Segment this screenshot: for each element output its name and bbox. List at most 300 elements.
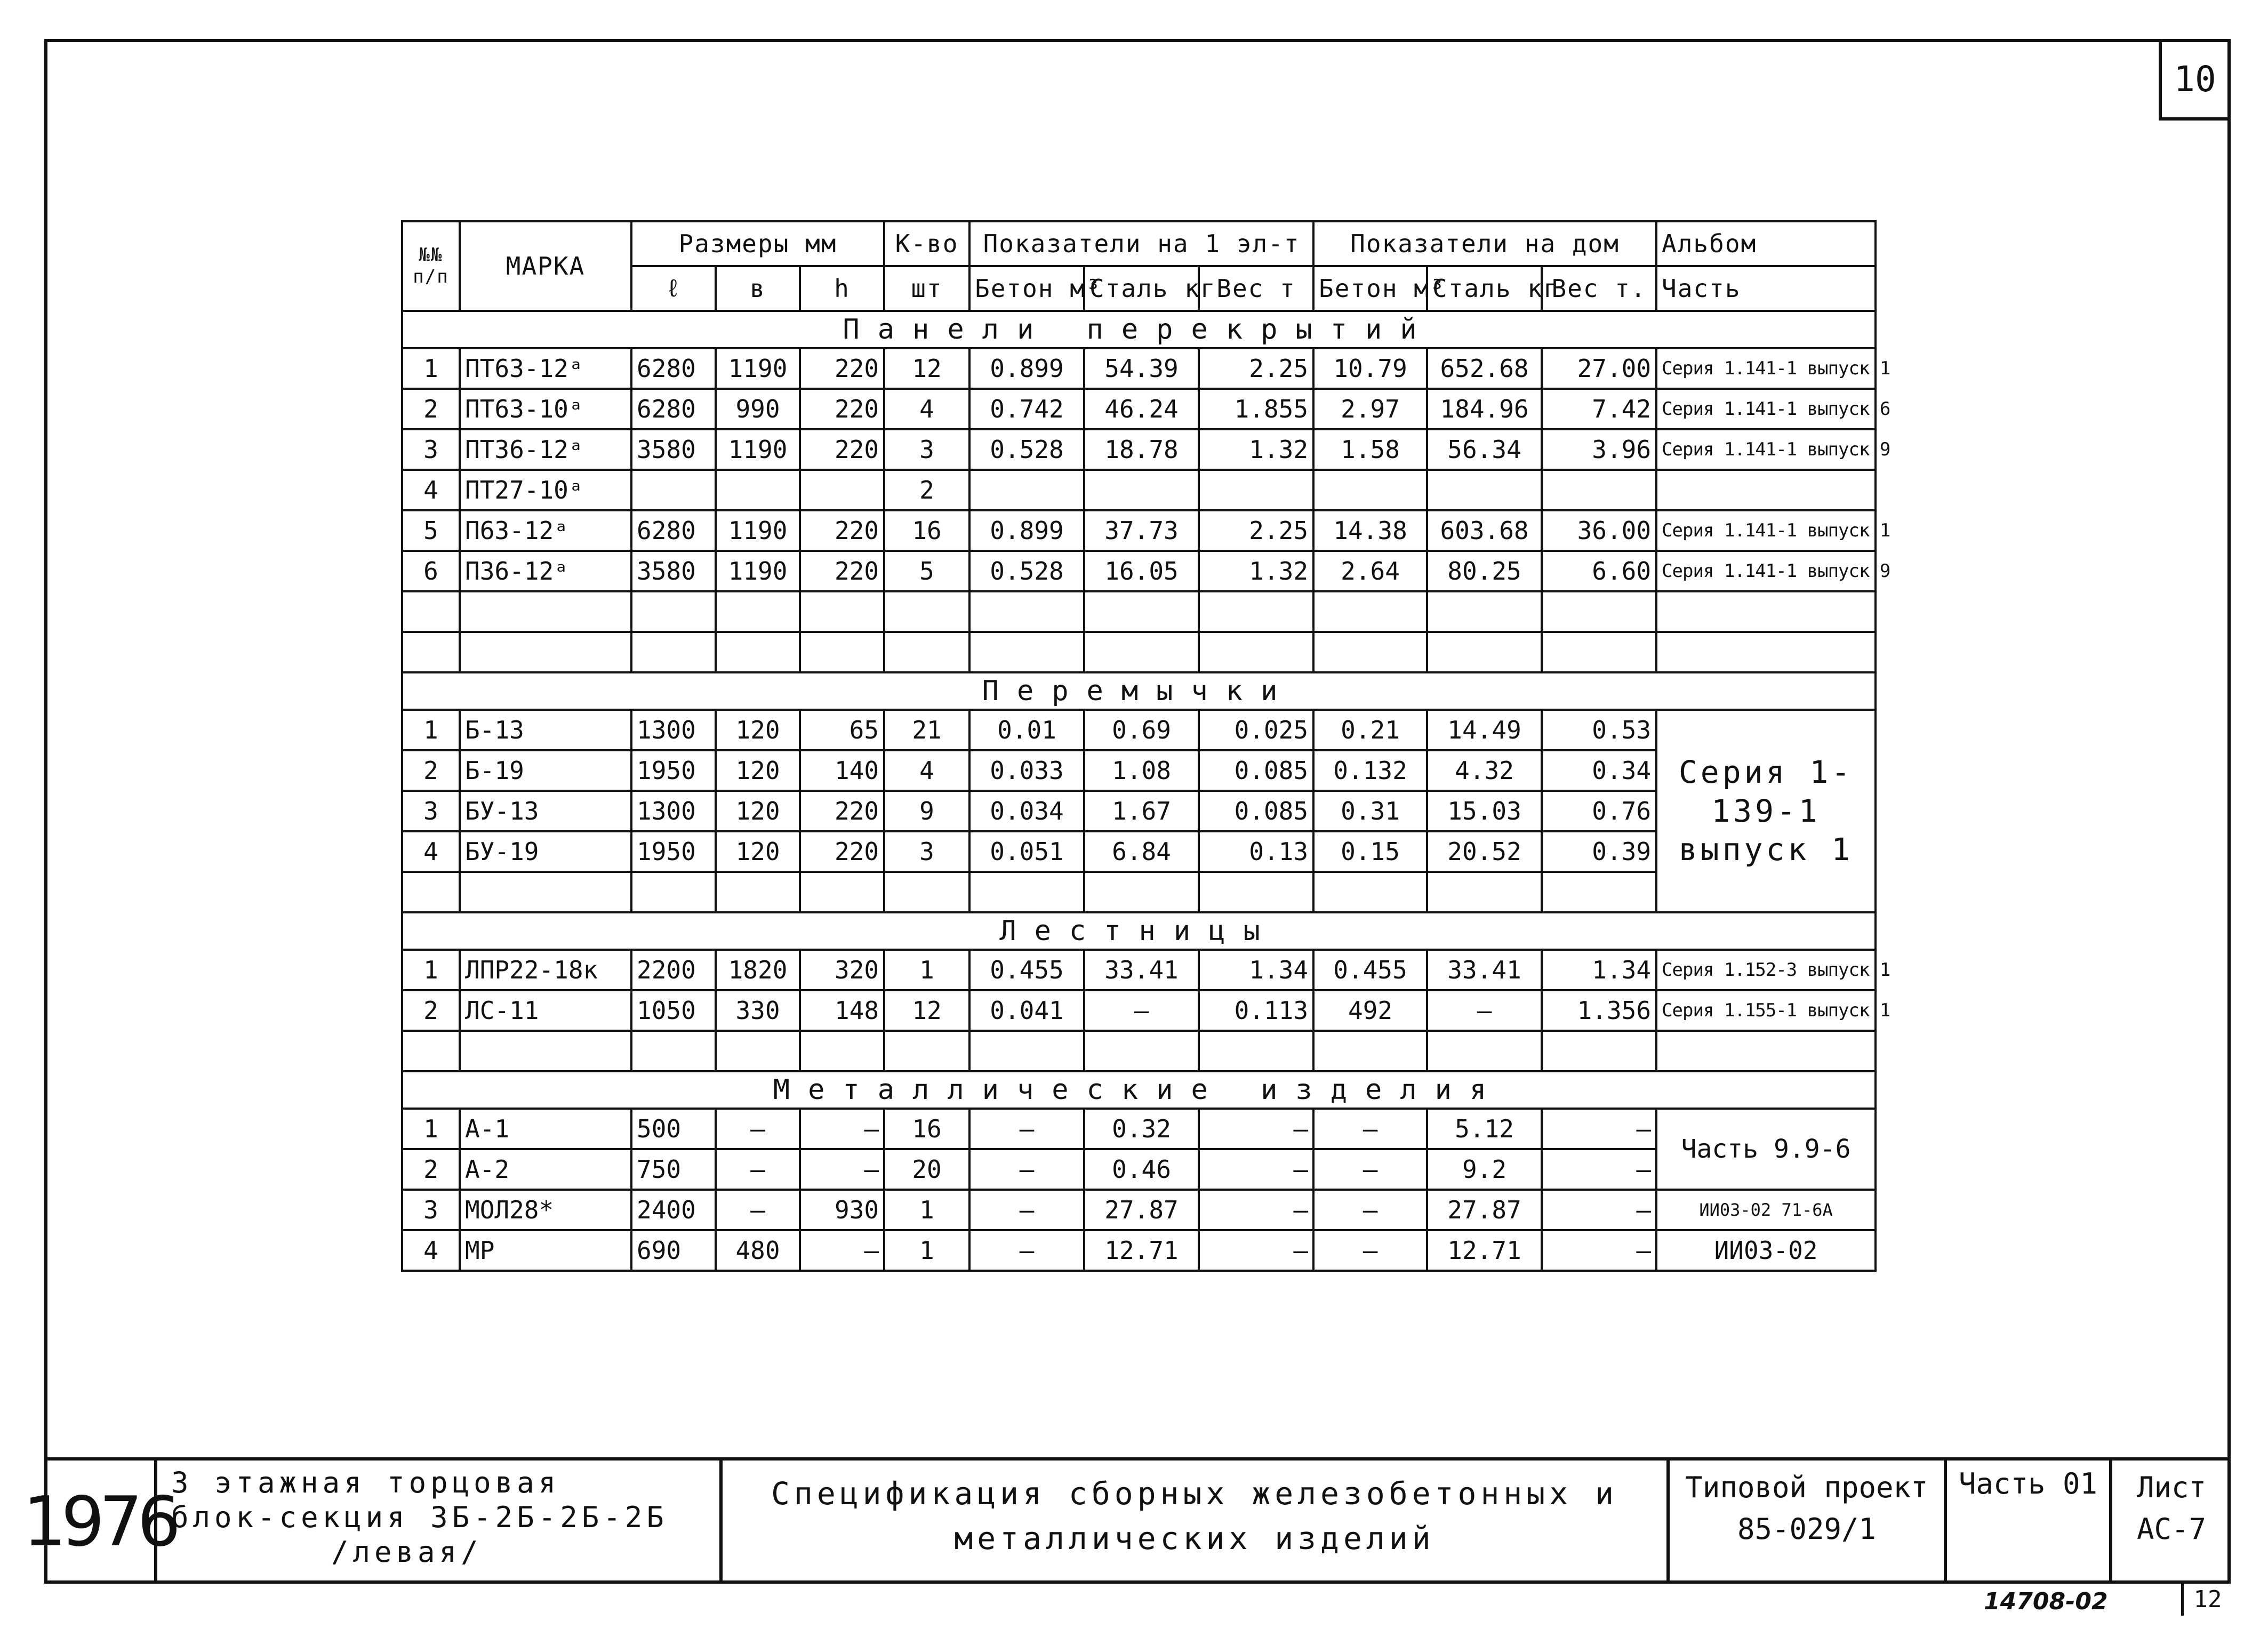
cell-s1: 18.78: [1084, 429, 1199, 470]
cell-c2: 2.64: [1313, 551, 1427, 591]
metal-album-r3: ИИ03-02 71-6А: [1656, 1190, 1876, 1230]
blank-cell: [884, 591, 969, 632]
cell-w2: 7.42: [1542, 389, 1656, 429]
blank-cell: [1084, 632, 1199, 672]
cell-c2: 492: [1313, 990, 1427, 1031]
blank-cell: [1199, 632, 1313, 672]
cell-s2: 652.68: [1427, 348, 1542, 389]
blank-cell: [1427, 1031, 1542, 1071]
cell-c1: 0.041: [969, 990, 1084, 1031]
cell-n: 1: [402, 710, 460, 750]
cell-h: 220: [800, 348, 884, 389]
blank-cell: [402, 1031, 460, 1071]
cell-w2: —: [1542, 1190, 1656, 1230]
cell-q: 3: [884, 429, 969, 470]
cell-b: 1190: [716, 429, 800, 470]
cell-c2: —: [1313, 1190, 1427, 1230]
blank-cell: [969, 591, 1084, 632]
title-block-project: [1670, 1461, 1947, 1584]
blank-cell: [800, 1031, 884, 1071]
name-line-2: блок-секция 3Б-2Б-2Б-2Б: [171, 1500, 668, 1534]
cell-mark: МР: [460, 1230, 631, 1271]
blank-cell: [1084, 872, 1199, 912]
blank-cell: [884, 1031, 969, 1071]
cell-w2: 3.96: [1542, 429, 1656, 470]
table-row: [402, 348, 1876, 389]
blank-cell: [1542, 632, 1656, 672]
blank-cell: [460, 632, 631, 672]
cell-q: 12: [884, 990, 969, 1031]
blank-cell: [402, 872, 460, 912]
cell-mark: П63-12ᵃ: [460, 510, 631, 551]
blank-cell: [1084, 591, 1199, 632]
sheet-code: АС-7: [2136, 1512, 2207, 1546]
cell-b: 480: [716, 1230, 800, 1271]
cell-q: 4: [884, 389, 969, 429]
cell-s1: 37.73: [1084, 510, 1199, 551]
cell-h: 140: [800, 750, 884, 791]
blank-cell: [1313, 1031, 1427, 1071]
cell-b: 990: [716, 389, 800, 429]
concrete-house-header: Бетон м³: [1313, 266, 1427, 311]
cell-c1: 0.742: [969, 389, 1084, 429]
cell-n: 2: [402, 389, 460, 429]
mark-header: МАРКА: [460, 221, 631, 311]
title-line-2: металлических изделий: [954, 1520, 1435, 1557]
cell-l: 500: [631, 1109, 716, 1149]
cell-album: Серия 1.141-1 выпуск 1: [1656, 348, 1876, 389]
blank-cell: [969, 632, 1084, 672]
blank-cell: [1427, 632, 1542, 672]
sheet-label: Лист: [2136, 1471, 2207, 1504]
cell-w2: 0.39: [1542, 831, 1656, 872]
section-title: Панели перекрытий: [402, 311, 1876, 348]
cell-album: [1656, 470, 1876, 510]
cell-s1: 1.08: [1084, 750, 1199, 791]
project-code: 85-029/1: [1737, 1512, 1877, 1546]
cell-c2: 0.21: [1313, 710, 1427, 750]
cell-w2: 6.60: [1542, 551, 1656, 591]
cell-n: 4: [402, 470, 460, 510]
cell-mark: Б-13: [460, 710, 631, 750]
blank-cell: [460, 1031, 631, 1071]
section-title: Лестницы: [402, 912, 1876, 950]
title-block-part: Часть 01: [1947, 1461, 2112, 1584]
cell-c1: 0.034: [969, 791, 1084, 831]
header-row-1: [402, 221, 1876, 266]
table-row: [402, 551, 1876, 591]
table-row: [402, 389, 1876, 429]
cell-n: 3: [402, 791, 460, 831]
title-block-year: 1976: [44, 1461, 157, 1584]
cell-s2: 20.52: [1427, 831, 1542, 872]
cell-s1: 46.24: [1084, 389, 1199, 429]
blank-cell: [402, 591, 460, 632]
section-row: [402, 672, 1876, 710]
cell-q: 21: [884, 710, 969, 750]
cell-s2: 27.87: [1427, 1190, 1542, 1230]
cell-b: 1820: [716, 950, 800, 990]
blank-cell: [800, 591, 884, 632]
cell-s1: —: [1084, 990, 1199, 1031]
cell-l: 1050: [631, 990, 716, 1031]
cell-h: 930: [800, 1190, 884, 1230]
dim-h-header: h: [800, 266, 884, 311]
cell-l: 2200: [631, 950, 716, 990]
cell-s2: 56.34: [1427, 429, 1542, 470]
cell-n: 6: [402, 551, 460, 591]
blank-cell: [1427, 591, 1542, 632]
cell-c2: [1313, 470, 1427, 510]
cell-s1: 54.39: [1084, 348, 1199, 389]
table-row: [402, 1190, 1876, 1230]
blank-cell: [1313, 632, 1427, 672]
cell-s2: —: [1427, 990, 1542, 1031]
cell-l: 3580: [631, 551, 716, 591]
project-label: Типовой проект: [1685, 1471, 1928, 1504]
blank-cell: [631, 1031, 716, 1071]
cell-h: 220: [800, 510, 884, 551]
metal-album-part: Часть 9.9-6: [1656, 1109, 1876, 1190]
cell-q: 12: [884, 348, 969, 389]
dim-l-header: ℓ: [631, 266, 716, 311]
blank-cell: [884, 632, 969, 672]
cell-l: 1950: [631, 750, 716, 791]
blank-cell: [969, 1031, 1084, 1071]
cell-h: —: [800, 1230, 884, 1271]
cell-q: 2: [884, 470, 969, 510]
section-row: [402, 1071, 1876, 1109]
cell-w1: 0.085: [1199, 750, 1313, 791]
cell-h: 220: [800, 831, 884, 872]
cell-c2: 0.455: [1313, 950, 1427, 990]
cell-l: 1300: [631, 791, 716, 831]
lintels-album: Серия 1-139-1 выпуск 1: [1656, 710, 1876, 912]
cell-h: 320: [800, 950, 884, 990]
cell-album: Серия 1.141-1 выпуск 1: [1656, 510, 1876, 551]
table-row: [402, 510, 1876, 551]
cell-w2: 0.53: [1542, 710, 1656, 750]
table-row: [402, 990, 1876, 1031]
qty-header: К-во: [884, 221, 969, 266]
blank-cell: [716, 632, 800, 672]
cell-c2: —: [1313, 1109, 1427, 1149]
section-title: Металлические изделия: [402, 1071, 1876, 1109]
weight-header: Вес т: [1199, 266, 1313, 311]
blank-cell: [716, 591, 800, 632]
cell-s2: 80.25: [1427, 551, 1542, 591]
steel-header: Сталь кг: [1084, 266, 1199, 311]
cell-mark: ПТ36-12ᵃ: [460, 429, 631, 470]
cell-h: 220: [800, 389, 884, 429]
table-row: [402, 791, 1876, 831]
cell-w1: 1.32: [1199, 429, 1313, 470]
cell-n: 2: [402, 990, 460, 1031]
cell-w1: —: [1199, 1190, 1313, 1230]
blank-cell: [460, 872, 631, 912]
blank-cell: [969, 872, 1084, 912]
blank-cell: [402, 632, 460, 672]
cell-s1: 0.32: [1084, 1109, 1199, 1149]
cell-l: [631, 470, 716, 510]
cell-q: 3: [884, 831, 969, 872]
blank-cell: [631, 872, 716, 912]
cell-w2: 0.76: [1542, 791, 1656, 831]
cell-h: —: [800, 1149, 884, 1190]
cell-s2: 5.12: [1427, 1109, 1542, 1149]
cell-q: 1: [884, 1190, 969, 1230]
cell-w2: 0.34: [1542, 750, 1656, 791]
cell-c1: 0.528: [969, 429, 1084, 470]
cell-l: 3580: [631, 429, 716, 470]
cell-n: 4: [402, 1230, 460, 1271]
cell-q: 1: [884, 1230, 969, 1271]
cell-b: 1190: [716, 510, 800, 551]
dims-header: Размеры мм: [631, 221, 884, 266]
cell-w1: 0.13: [1199, 831, 1313, 872]
blank-cell: [800, 872, 884, 912]
cell-w1: 1.34: [1199, 950, 1313, 990]
cell-h: 220: [800, 429, 884, 470]
section-title: Перемычки: [402, 672, 1876, 710]
cell-c2: 0.15: [1313, 831, 1427, 872]
table-row: [402, 1149, 1876, 1190]
cell-mark: БУ-13: [460, 791, 631, 831]
section-row: [402, 311, 1876, 348]
blank-cell: [1542, 872, 1656, 912]
cell-q: 9: [884, 791, 969, 831]
name-line-1: 3 этажная торцовая: [171, 1466, 560, 1499]
cell-s2: 15.03: [1427, 791, 1542, 831]
cell-q: 16: [884, 1109, 969, 1149]
cell-n: 3: [402, 1190, 460, 1230]
cell-c1: 0.01: [969, 710, 1084, 750]
cell-c1: —: [969, 1230, 1084, 1271]
blank-row: [402, 591, 1876, 632]
cell-s1: 6.84: [1084, 831, 1199, 872]
cell-album: Серия 1.155-1 выпуск 1: [1656, 990, 1876, 1031]
section-row: [402, 912, 1876, 950]
cell-h: 220: [800, 551, 884, 591]
cell-n: 1: [402, 348, 460, 389]
blank-cell: [1313, 591, 1427, 632]
cell-h: 220: [800, 791, 884, 831]
cell-s2: 12.71: [1427, 1230, 1542, 1271]
cell-q: 4: [884, 750, 969, 791]
blank-cell: [460, 591, 631, 632]
cell-b: 1190: [716, 348, 800, 389]
cell-l: 1950: [631, 831, 716, 872]
cell-n: 5: [402, 510, 460, 551]
cell-mark: А-1: [460, 1109, 631, 1149]
name-line-3: /левая/: [331, 1535, 483, 1569]
cell-s2: 33.41: [1427, 950, 1542, 990]
cell-w2: 27.00: [1542, 348, 1656, 389]
cell-mark: БУ-19: [460, 831, 631, 872]
cell-w1: —: [1199, 1109, 1313, 1149]
cell-q: 5: [884, 551, 969, 591]
part-header: Часть: [1656, 266, 1876, 311]
blank-cell: [1656, 632, 1876, 672]
blank-cell: [884, 872, 969, 912]
cell-h: —: [800, 1109, 884, 1149]
cell-w1: 0.025: [1199, 710, 1313, 750]
cell-s1: 12.71: [1084, 1230, 1199, 1271]
cell-b: [716, 470, 800, 510]
cell-h: 148: [800, 990, 884, 1031]
cell-s1: 0.46: [1084, 1149, 1199, 1190]
table-row: [402, 710, 1876, 750]
cell-s1: 27.87: [1084, 1190, 1199, 1230]
blank-cell: [1313, 872, 1427, 912]
cell-n: 2: [402, 750, 460, 791]
cell-l: 690: [631, 1230, 716, 1271]
blank-cell: [1656, 591, 1876, 632]
cell-l: 2400: [631, 1190, 716, 1230]
corner-number: 12: [2181, 1584, 2232, 1616]
cell-w1: 1.32: [1199, 551, 1313, 591]
cell-mark: ЛС-11: [460, 990, 631, 1031]
cell-n: 1: [402, 950, 460, 990]
cell-w2: [1542, 470, 1656, 510]
cell-mark: А-2: [460, 1149, 631, 1190]
cell-b: 120: [716, 750, 800, 791]
cell-c1: 0.455: [969, 950, 1084, 990]
cell-w1: [1199, 470, 1313, 510]
cell-b: —: [716, 1149, 800, 1190]
cell-q: 16: [884, 510, 969, 551]
cell-s2: 184.96: [1427, 389, 1542, 429]
cell-c1: 0.528: [969, 551, 1084, 591]
cell-album: Серия 1.141-1 выпуск 9: [1656, 551, 1876, 591]
cell-s1: 33.41: [1084, 950, 1199, 990]
cell-w1: —: [1199, 1149, 1313, 1190]
cell-c1: —: [969, 1149, 1084, 1190]
blank-row: [402, 872, 1876, 912]
cell-l: 6280: [631, 510, 716, 551]
cell-s1: [1084, 470, 1199, 510]
cell-mark: ПТ63-10ᵃ: [460, 389, 631, 429]
cell-n: 3: [402, 429, 460, 470]
cell-c2: 0.31: [1313, 791, 1427, 831]
title-block-title: [723, 1461, 1670, 1584]
cell-mark: ПТ63-12ᵃ: [460, 348, 631, 389]
cell-n: 4: [402, 831, 460, 872]
cell-l: 6280: [631, 389, 716, 429]
cell-c2: 14.38: [1313, 510, 1427, 551]
cell-c2: 2.97: [1313, 389, 1427, 429]
cell-w2: —: [1542, 1230, 1656, 1271]
cell-s1: 1.67: [1084, 791, 1199, 831]
title-block-sheet: [2112, 1461, 2231, 1584]
cell-c1: —: [969, 1109, 1084, 1149]
cell-l: 6280: [631, 348, 716, 389]
title-block: [23, 1457, 2231, 1584]
title-line-1: Спецификация сборных железобетонных и: [771, 1475, 1618, 1512]
blank-cell: [1199, 591, 1313, 632]
cell-c2: —: [1313, 1149, 1427, 1190]
page-number: 10: [2159, 41, 2228, 121]
num-header: №№ п/п: [402, 221, 460, 311]
cell-c1: 0.033: [969, 750, 1084, 791]
cell-w1: —: [1199, 1230, 1313, 1271]
cell-c2: —: [1313, 1230, 1427, 1271]
cell-album: Серия 1.152-3 выпуск 1: [1656, 950, 1876, 990]
cell-c2: 1.58: [1313, 429, 1427, 470]
blank-cell: [631, 591, 716, 632]
blank-row: [402, 1031, 1876, 1071]
table-row: [402, 470, 1876, 510]
cell-l: 750: [631, 1149, 716, 1190]
cell-b: 1190: [716, 551, 800, 591]
cell-b: 120: [716, 791, 800, 831]
cell-l: 1300: [631, 710, 716, 750]
blank-cell: [1199, 872, 1313, 912]
cell-w1: 1.855: [1199, 389, 1313, 429]
table-row: [402, 429, 1876, 470]
table-row: [402, 950, 1876, 990]
cell-b: 330: [716, 990, 800, 1031]
cell-b: —: [716, 1109, 800, 1149]
table-row: [402, 1230, 1876, 1271]
blank-cell: [1542, 1031, 1656, 1071]
per-house-header: Показатели на дом: [1313, 221, 1656, 266]
cell-s2: 14.49: [1427, 710, 1542, 750]
qty-unit-header: шт: [884, 266, 969, 311]
blank-row: [402, 632, 1876, 672]
blank-cell: [631, 632, 716, 672]
cell-c1: 0.051: [969, 831, 1084, 872]
blank-cell: [716, 1031, 800, 1071]
cell-w1: 0.113: [1199, 990, 1313, 1031]
cell-mark: ЛПР22-18к: [460, 950, 631, 990]
stamp-number: 14708-02: [1984, 1588, 2108, 1615]
blank-cell: [1084, 1031, 1199, 1071]
cell-q: 1: [884, 950, 969, 990]
album-header: Альбом: [1656, 221, 1876, 266]
cell-c1: 0.899: [969, 348, 1084, 389]
cell-album: Серия 1.141-1 выпуск 6: [1656, 389, 1876, 429]
cell-w2: 1.356: [1542, 990, 1656, 1031]
cell-w2: —: [1542, 1149, 1656, 1190]
cell-mark: ПТ27-10ᵃ: [460, 470, 631, 510]
cell-n: 2: [402, 1149, 460, 1190]
cell-w2: 36.00: [1542, 510, 1656, 551]
cell-h: [800, 470, 884, 510]
cell-b: 120: [716, 831, 800, 872]
cell-mark: П36-12ᵃ: [460, 551, 631, 591]
concrete-header: Бетон м³: [969, 266, 1084, 311]
cell-mark: МОЛ28*: [460, 1190, 631, 1230]
dim-b-header: в: [716, 266, 800, 311]
title-block-name: [157, 1461, 723, 1584]
cell-h: 65: [800, 710, 884, 750]
cell-s2: 4.32: [1427, 750, 1542, 791]
cell-c1: —: [969, 1190, 1084, 1230]
weight-house-header: Вес т.: [1542, 266, 1656, 311]
cell-s2: 9.2: [1427, 1149, 1542, 1190]
blank-cell: [716, 872, 800, 912]
per-element-header: Показатели на 1 эл-т: [969, 221, 1313, 266]
metal-album-r4: ИИ03-02: [1656, 1230, 1876, 1271]
cell-s2: [1427, 470, 1542, 510]
cell-w1: 0.085: [1199, 791, 1313, 831]
cell-n: 1: [402, 1109, 460, 1149]
specification-table: [401, 220, 1890, 1272]
cell-s2: 603.68: [1427, 510, 1542, 551]
blank-cell: [1199, 1031, 1313, 1071]
cell-s1: 0.69: [1084, 710, 1199, 750]
